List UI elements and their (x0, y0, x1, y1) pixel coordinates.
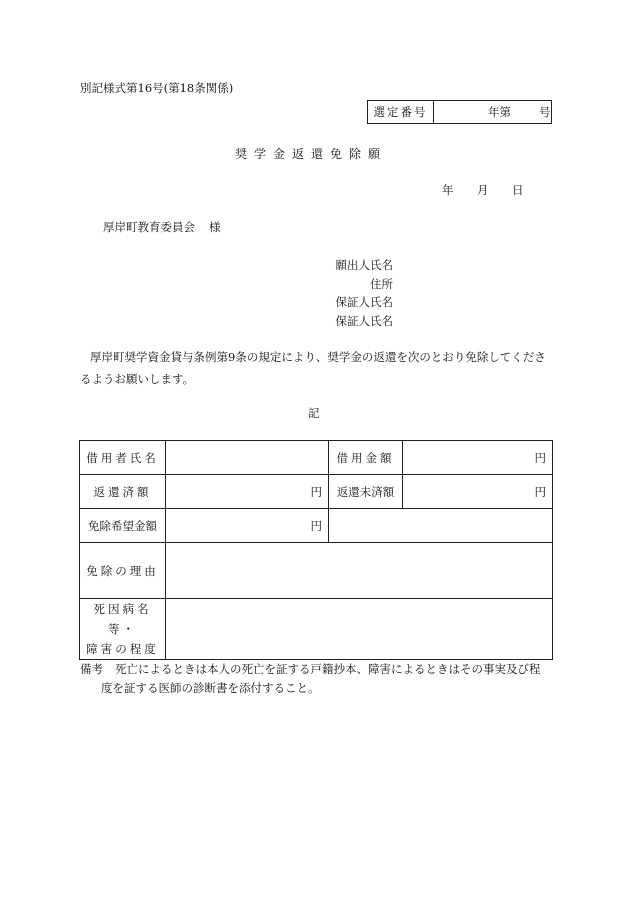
cause-header-line2: 障害の程度 (86, 642, 159, 656)
table-row (80, 475, 553, 509)
document-title: 奨学金返還免除願 (235, 147, 388, 161)
applicant-name-label: 願出人氏名 (335, 258, 393, 272)
address-label: 住所 (370, 277, 393, 291)
table-row (80, 441, 553, 475)
cause-field[interactable] (166, 599, 553, 660)
exemption-amount-field[interactable]: 円 (166, 509, 329, 543)
exemption-amount-header: 免除希望金額 (80, 509, 166, 543)
form-number: 別記様式第16号(第18条関係) (80, 81, 234, 95)
exemption-reason-field[interactable] (166, 543, 553, 599)
table-row (80, 509, 553, 543)
cause-header (80, 599, 166, 660)
guarantor-name-label: 保証人氏名 (335, 295, 393, 309)
table-row (80, 599, 553, 660)
unpaid-amount-field[interactable]: 円 (403, 475, 553, 509)
exemption-reason-header: 免除の理由 (80, 543, 166, 599)
loan-table (79, 440, 553, 660)
exemption-amount-blank (329, 509, 553, 543)
note-line1: 死亡によるときは本人の死亡を証する戸籍抄本、障害によるときはその事実及び程 (115, 662, 541, 676)
selection-year-unit: 年第 (488, 105, 511, 119)
note-label: 備考 (80, 662, 103, 676)
guarantor-name-label-2: 保証人氏名 (335, 314, 393, 328)
borrower-name-field[interactable] (166, 441, 329, 475)
selection-number-unit: 号 (539, 105, 551, 119)
addressee (103, 219, 221, 235)
date-month: 月 (477, 183, 489, 197)
ki-heading: 記 (308, 406, 320, 420)
cause-header-line1: 死因病名等・ (93, 602, 152, 636)
note (80, 658, 541, 680)
note-line2: 度を証する医師の診断書を添付すること。 (101, 681, 320, 695)
unpaid-amount-header: 返還未済額 (329, 475, 403, 509)
request-paragraph: 厚岸町奨学資金貸与条例第9条の規定により、奨学金の返還を次のとおり免除してくださるようお願いします。 (80, 350, 546, 386)
date-day: 日 (512, 183, 524, 197)
addressee-name: 厚岸町教育委員会 (103, 220, 195, 234)
repaid-amount-header: 返還済額 (80, 475, 166, 509)
loan-amount-header: 借用金額 (329, 441, 403, 475)
selection-number-label: 選定番号 (368, 101, 434, 123)
repaid-amount-field[interactable]: 円 (166, 475, 329, 509)
addressee-honorific: 様 (209, 220, 221, 234)
borrower-name-header: 借用者氏名 (80, 441, 166, 475)
table-row (80, 543, 553, 599)
date-year: 年 (442, 183, 454, 197)
loan-amount-field[interactable]: 円 (403, 441, 553, 475)
selection-number-box (367, 100, 552, 124)
